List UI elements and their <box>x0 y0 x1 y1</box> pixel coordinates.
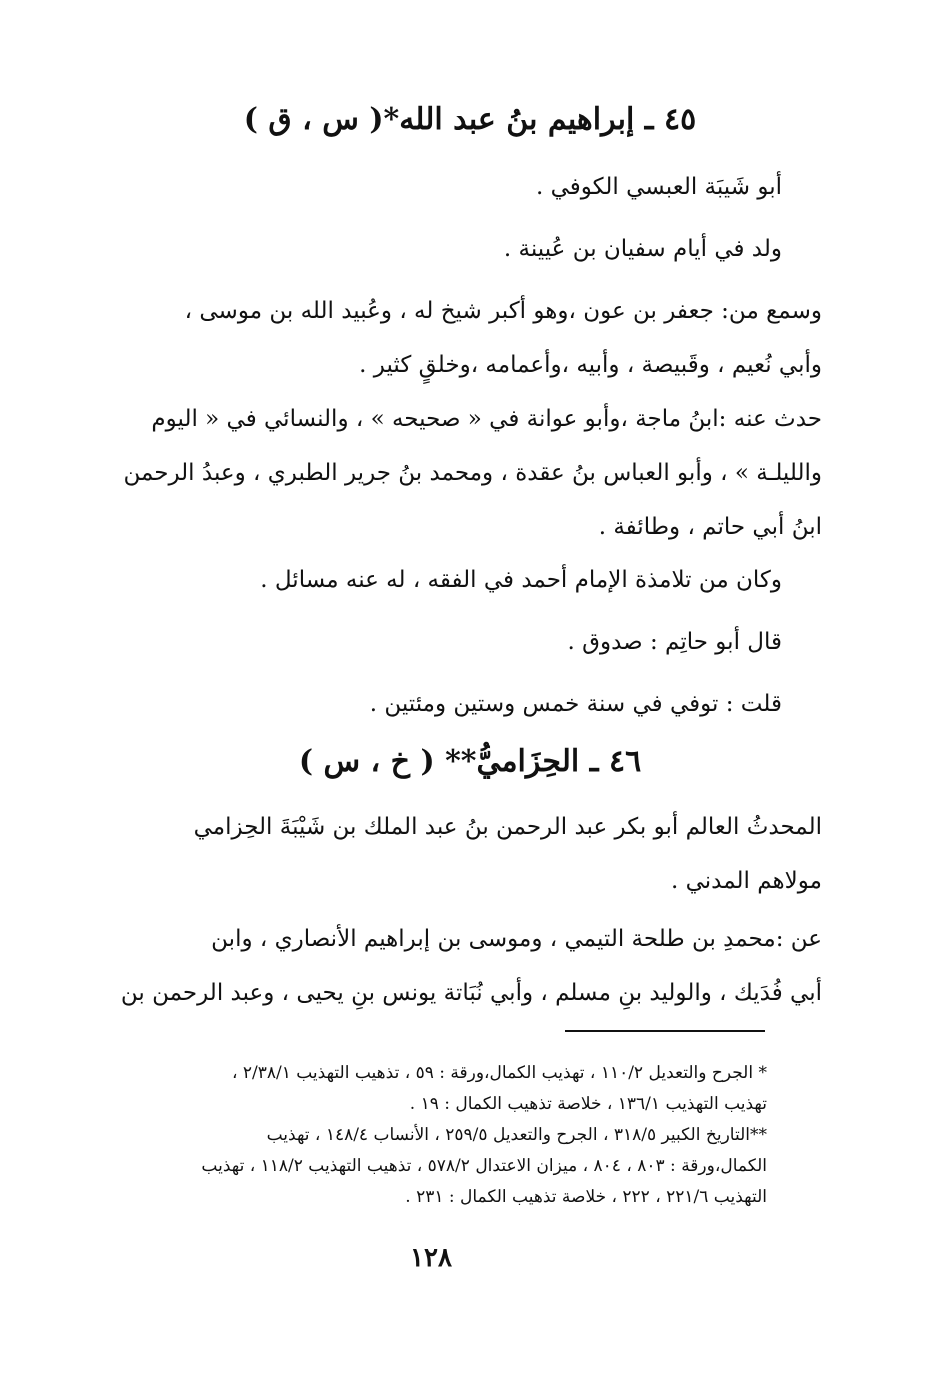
text-line: عن :محمدِ بن طلحة التيمي ، وموسى بن إبراهيم الأنصاري ، وابن <box>211 926 822 952</box>
entry-45-paragraph-5 <box>162 553 782 607</box>
text-line: أبو شَيبَة العبسي الكوفي . <box>536 174 782 200</box>
entry-46-paragraph-1 <box>162 800 822 908</box>
text-line: أبي فُدَيك ، والوليد بنِ مسلم ، وأبي نُبَاتة يونس بنِ يحيى ، وعبد الرحمن بن <box>120 980 822 1006</box>
footnotes <box>107 1058 767 1213</box>
footnote-line: الكمال،ورقة : ٨٠٣ ، ٨٠٤ ، ميزان الاعتدال ٥٧٨/٢ ، تذهيب التهذيب ١١٨/٢ ، تهذيب <box>201 1156 767 1176</box>
entry-45-paragraph-6 <box>162 615 782 669</box>
footnote-line: تهذيب التهذيب ١٣٦/١ ، خلاصة تذهيب الكمال : ١٩ . <box>409 1094 767 1114</box>
entry-45-paragraph-4 <box>123 392 822 554</box>
text-line: المحدثُ العالم أبو بكر عبد الرحمن بنُ عبد الملك بن شَيْبَةَ الحِزامي <box>193 814 822 840</box>
text-line: ابنُ أبي حاتم ، وطائفة . <box>598 514 822 540</box>
text-line: حدث عنه :ابنُ ماجة ،وأبو عوانة في « صحيحه » ، والنسائي في « اليوم <box>151 406 822 432</box>
text-line: وأبي نُعيم ، وقَبيصة ، وأبيه ،وأعمامه ،وخلقٍ كثير . <box>359 352 822 378</box>
entry-46-paragraph-2 <box>120 912 822 1020</box>
text-line: ولد في أيام سفيان بن عُيينة . <box>503 236 782 262</box>
text-line: وسمع من: جعفر بن عون ،وهو أكبر شيخ له ، وعُبيد الله بن موسى ، <box>184 298 822 324</box>
entry-46-title: ٤٦ ـ الحِزَاميُّ** ( خ ، س ) <box>298 744 642 779</box>
entry-45-title: ٤٥ ـ إبراهيم بنُ عبد الله*( س ، ق ) <box>243 102 697 137</box>
text-line: قال أبو حاتِم : صدوق . <box>567 629 782 655</box>
footnote-divider <box>565 1030 765 1032</box>
entry-45-paragraph-7 <box>162 677 782 731</box>
text-line: مولاهم المدني . <box>670 868 822 894</box>
entry-45-paragraph-3 <box>162 284 822 392</box>
text-line: والليلـة » ، وأبو العباس بنُ عقدة ، ومحمد بنُ جرير الطبري ، وعبدُ الرحمن <box>123 460 822 486</box>
entry-45-paragraph-2 <box>162 222 782 276</box>
text-line: قلت : توفي في سنة خمس وستين ومئتين . <box>369 691 782 717</box>
text-line: وكان من تلامذة الإمام أحمد في الفقه ، له عنه مسائل . <box>260 567 782 593</box>
page-number: ١٢٨ <box>410 1243 452 1273</box>
footnote-line: التهذيب ٢٢١/٦ ، ٢٢٢ ، خلاصة تذهيب الكمال : ٢٣١ . <box>405 1187 767 1207</box>
footnote-line: **التاريخ الكبير ٣١٨/٥ ، الجرح والتعديل ٢٥٩/٥ ، الأنساب ١٤٨/٤ ، تهذيب <box>266 1125 767 1145</box>
entry-45-paragraph-1 <box>162 160 782 214</box>
footnote-line: * الجرح والتعديل ١١٠/٢ ، تهذيب الكمال،ورقة : ٥٩ ، تذهيب التهذيب ٢/٣٨/١ ، <box>231 1063 767 1083</box>
